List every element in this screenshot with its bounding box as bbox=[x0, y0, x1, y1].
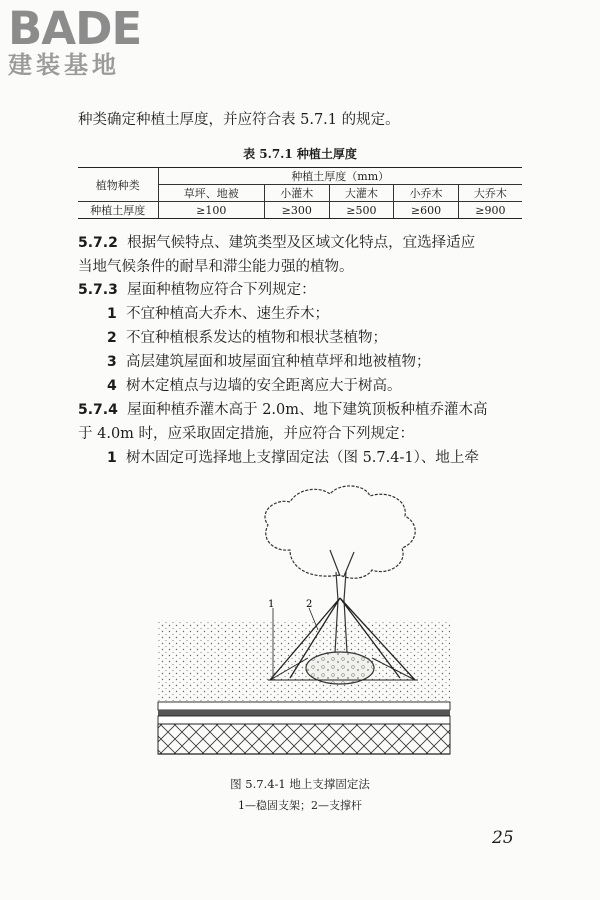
table-row-label: 种植土厚度 bbox=[78, 202, 158, 219]
list-item bbox=[107, 304, 329, 324]
list-item-number: 3 bbox=[107, 354, 117, 370]
list-item-text: 高层建筑屋面和坡屋面宜种植草坪和地被植物； bbox=[125, 354, 431, 370]
list-item-text: 树木定植点与边墙的安全距离应大于树高。 bbox=[125, 378, 402, 394]
table-cell: ≥900 bbox=[458, 202, 522, 219]
table-row-header: 植物种类 bbox=[78, 168, 158, 202]
logo-wordmark: BADE bbox=[8, 2, 142, 55]
table-group-header: 种植土厚度（mm） bbox=[158, 168, 522, 185]
clause-5-7-2 bbox=[78, 233, 475, 253]
figure-legend: 1—稳固支架；2—支撑杆 bbox=[238, 799, 362, 812]
list-item bbox=[107, 352, 430, 372]
table-cell: ≥100 bbox=[158, 202, 264, 219]
list-item-text: 不宜种植高大乔木、速生乔木； bbox=[125, 306, 329, 322]
table-row bbox=[78, 202, 522, 219]
clause-text: 屋面种植物应符合下列规定： bbox=[127, 282, 316, 298]
planting-soil-layer bbox=[158, 620, 450, 702]
clause-5-7-3 bbox=[78, 280, 316, 300]
figure-caption: 图 5.7.4-1 地上支撑固定法 bbox=[230, 777, 370, 791]
table-column-header: 小灌木 bbox=[264, 185, 329, 202]
clause-text: 根据气候特点、建筑类型及区域文化特点，宜选择适应 bbox=[127, 235, 476, 251]
table-cell: ≥300 bbox=[264, 202, 329, 219]
clause-number: 5.7.2 bbox=[78, 235, 118, 251]
clause-number: 5.7.3 bbox=[78, 282, 118, 298]
list-item-number: 4 bbox=[107, 378, 117, 394]
figure-label-2: 2 bbox=[306, 599, 313, 610]
clause-text: 屋面种植乔灌木高于 2.0m、地下建筑顶板种植乔灌木高 bbox=[127, 402, 488, 418]
soil-thickness-table bbox=[78, 167, 522, 219]
figure-label-1: 1 bbox=[268, 599, 275, 610]
table-caption: 表 5.7.1 种植土厚度 bbox=[243, 147, 357, 161]
list-item-number: 2 bbox=[107, 330, 117, 346]
clause-5-7-4-continued: 于 4.0m 时，应采取固定措施，并应符合下列规定： bbox=[78, 426, 415, 442]
clause-number: 5.7.4 bbox=[78, 402, 118, 418]
clause-5-7-4 bbox=[78, 400, 488, 420]
table-cell: ≥500 bbox=[329, 202, 394, 219]
page-number: 25 bbox=[492, 828, 514, 848]
intro-paragraph: 种类确定种植土厚度，并应符合表 5.7.1 的规定。 bbox=[78, 112, 400, 128]
table-cell: ≥600 bbox=[394, 202, 459, 219]
tree-canopy bbox=[265, 486, 415, 578]
table-header-row bbox=[78, 168, 522, 185]
drainage-layers bbox=[158, 702, 450, 754]
table-column-header: 大灌木 bbox=[329, 185, 394, 202]
clause-5-7-2-continued: 当地气候条件的耐旱和滞尘能力强的植物。 bbox=[78, 259, 354, 275]
list-item bbox=[107, 328, 387, 348]
table-column-header: 小乔木 bbox=[394, 185, 459, 202]
table-column-header: 大乔木 bbox=[458, 185, 522, 202]
tree-support-figure bbox=[140, 480, 460, 775]
logo-subtitle: 建装基地 bbox=[8, 51, 120, 79]
list-item-text: 不宜种植根系发达的植物和根状茎植物； bbox=[125, 330, 387, 346]
list-item-number: 1 bbox=[107, 450, 117, 466]
publisher-logo bbox=[8, 2, 183, 86]
table-column-header: 草坪、地被 bbox=[158, 185, 264, 202]
list-item-number: 1 bbox=[107, 306, 117, 322]
list-item bbox=[107, 448, 479, 468]
list-item-text: 树木固定可选择地上支撑固定法（图 5.7.4-1）、地上牵 bbox=[125, 450, 479, 466]
list-item bbox=[107, 376, 401, 396]
